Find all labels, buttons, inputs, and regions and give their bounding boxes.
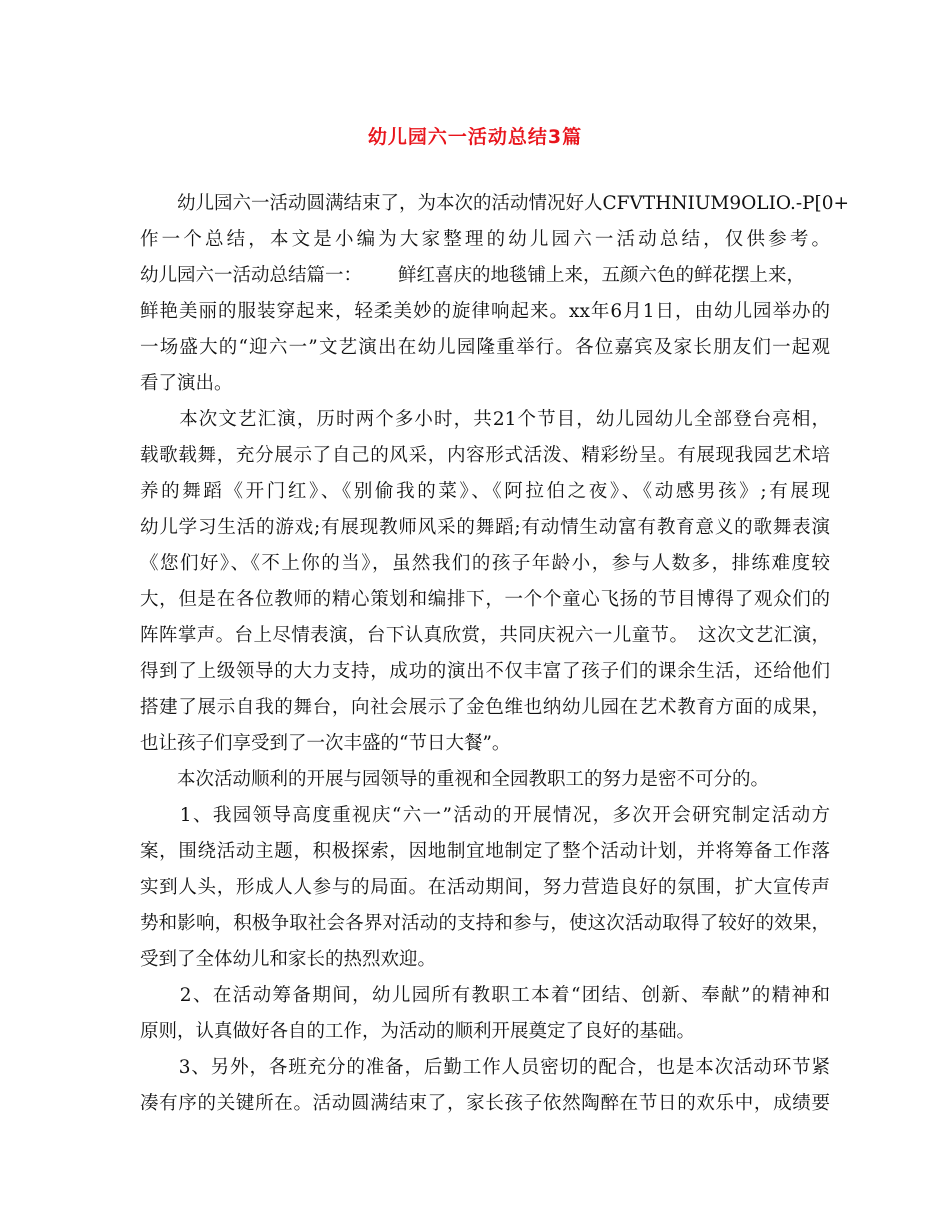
text-line: 养的舞蹈《开门红》、《别偷我的菜》、《阿拉伯之夜》、《动感男孩》;有展现 — [140, 481, 830, 502]
text-line: 受到了全体幼儿和家长的热烈欢迎。 — [140, 949, 437, 970]
text-line: 实到人头，形成人人参与的局面。在活动期间，努力营造良好的氛围，扩大宣传声 — [140, 877, 830, 898]
document-title: 幼儿园六一活动总结3篇 — [367, 126, 583, 148]
text-line: 鲜艳美丽的服装穿起来，轻柔美妙的旋律响起来。xx年6月1日，由幼儿园举办的 — [140, 301, 830, 322]
text-line: 2、在活动筹备期间，幼儿园所有教职工本着“团结、创新、奉献”的精神和 — [140, 985, 830, 1006]
text-line: 3、另外，各班充分的准备，后勤工作人员密切的配合，也是本次活动环节紧 — [140, 1057, 830, 1078]
text-line: 也让孩子们享受到了一次丰盛的“节日大餐”。 — [140, 733, 511, 754]
text-line: 幼儿学习生活的游戏;有展现教师风采的舞蹈;有动情生动富有教育意义的歌舞表演 — [140, 517, 830, 538]
text-line: 案，围绕活动主题，积极探索，因地制宜地制定了整个活动计划，并将筹备工作落 — [140, 841, 830, 862]
text-line: 看了演出。 — [140, 373, 233, 394]
text-line: 搭建了展示自我的舞台，向社会展示了金色维也纳幼儿园在艺术教育方面的成果， — [140, 697, 830, 718]
text-line: 原则，认真做好各自的工作，为活动的顺利开展奠定了良好的基础。 — [140, 1021, 696, 1042]
text-line: 得到了上级领导的大力支持，成功的演出不仅丰富了孩子们的课余生活，还给他们 — [140, 661, 830, 682]
text-line: 幼儿园六一活动圆满结束了，为本次的活动情况好人CFVTHNIUM9OLIO.-P[0+ — [140, 193, 850, 214]
text-line: 1、我园领导高度重视庆“六一”活动的开展情况，多次开会研究制定活动方 — [140, 805, 830, 826]
text-line: 凑有序的关键所在。活动圆满结束了，家长孩子依然陶醉在节日的欢乐中，成绩要 — [140, 1093, 830, 1114]
text-line — [140, 264, 830, 288]
text-line: 作一个总结，本文是小编为大家整理的幼儿园六一活动总结，仅供参考。 — [140, 229, 830, 250]
section-heading: 幼儿园六一活动总结篇一： — [140, 265, 363, 286]
text-line: 本次活动顺利的开展与园领导的重视和全园教职工的努力是密不可分的。 — [140, 769, 770, 790]
text-fragment: 鲜红喜庆的地毯铺上来，五颜六色的鲜花摆上来， — [398, 265, 806, 286]
text-line: 本次文艺汇演，历时两个多小时，共21个节目，幼儿园幼儿全部登台亮相， — [140, 409, 830, 430]
text-line: 一场盛大的“迎六一”文艺演出在幼儿园隆重举行。各位嘉宾及家长朋友们一起观 — [140, 337, 830, 358]
text-line: 《您们好》、《不上你的当》，虽然我们的孩子年龄小，参与人数多，排练难度较 — [140, 553, 830, 574]
text-line: 载歌载舞，充分展示了自己的风采，内容形式活泼、精彩纷呈。有展现我园艺术培 — [140, 445, 830, 466]
text-line: 阵阵掌声。台上尽情表演，台下认真欣赏，共同庆祝六一儿童节。 这次文艺汇演， — [140, 625, 830, 646]
text-line: 势和影响，积极争取社会各界对活动的支持和参与，使这次活动取得了较好的效果， — [140, 913, 830, 934]
text-line: 大，但是在各位教师的精心策划和编排下，一个个童心飞扬的节目博得了观众们的 — [140, 589, 830, 610]
